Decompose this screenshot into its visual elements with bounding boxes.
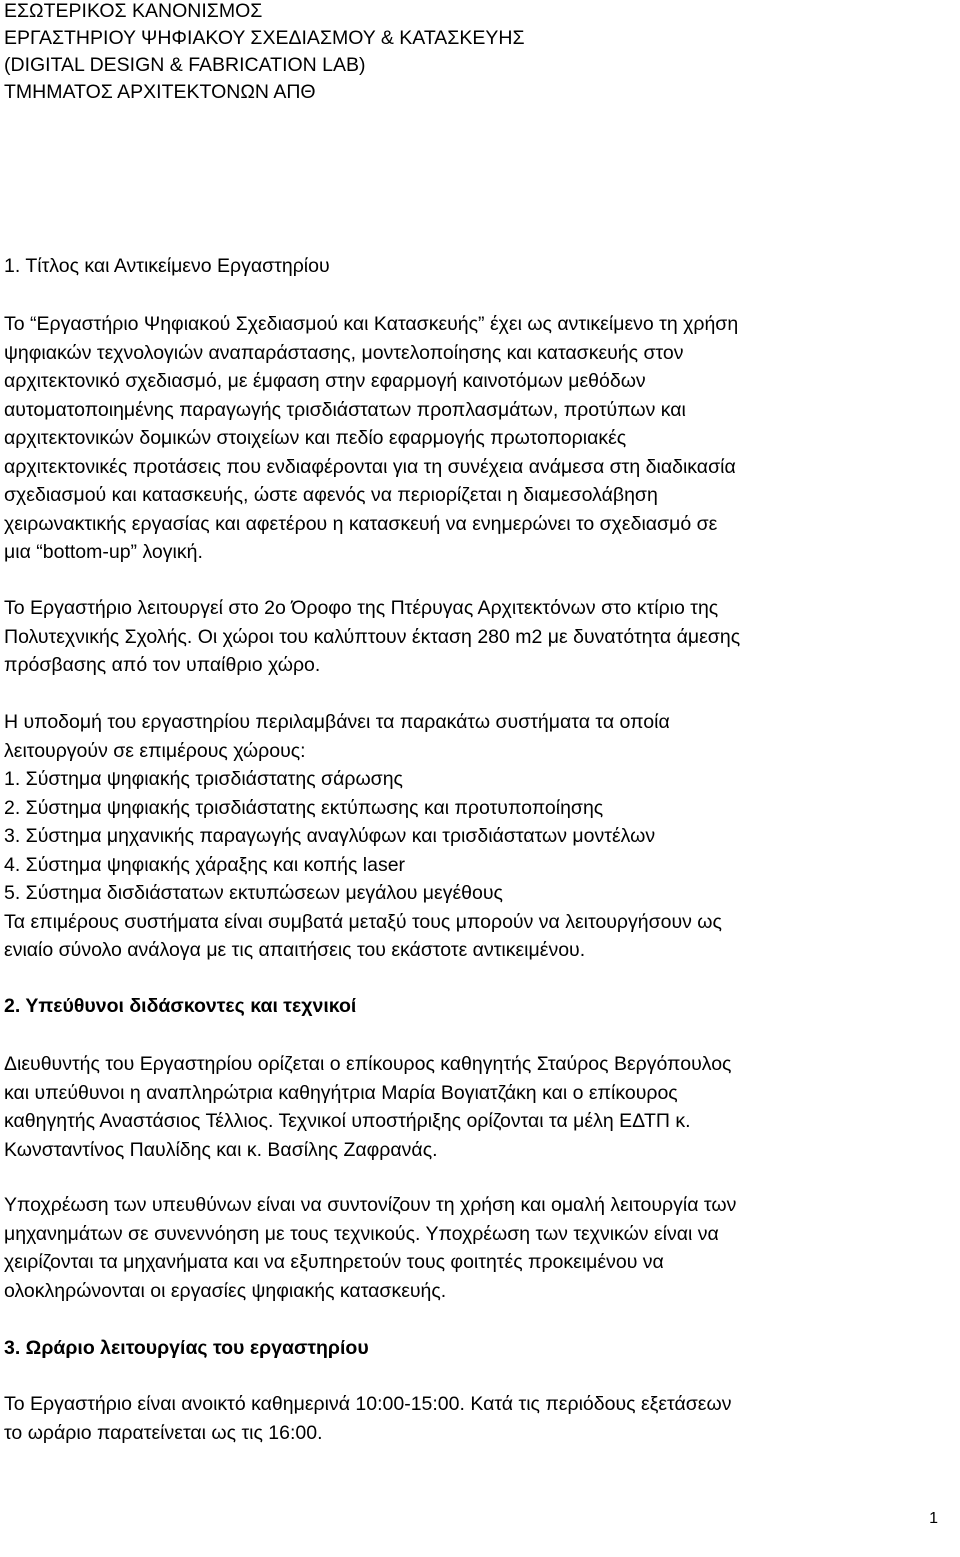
text-line: αρχιτεκτονικό σχεδιασμό, με έμφαση στην εφαρμογή καινοτόμων μεθόδων xyxy=(4,370,646,392)
text-line: Η υποδομή του εργαστηρίου περιλαμβάνει τα παρακάτω συστήματα τα οποία xyxy=(4,711,670,733)
text-line: αυτοματοποιημένης παραγωγής τρισδιάστατων προπλασμάτων, προτύπων και xyxy=(4,398,686,421)
section-1-title: 1. Τίτλος και Αντικείμενο Εργαστηρίου xyxy=(4,255,330,277)
text-line: Το Εργαστήριο λειτουργεί στο 2ο Όροφο της Πτέρυγας Αρχιτεκτόνων στο κτίριο της xyxy=(4,597,719,619)
text-line: το ωράριο παρατείνεται ως τις 16:00. xyxy=(4,1421,323,1444)
header-line: ΕΡΓΑΣΤΗΡΙΟΥ ΨΗΦΙΑΚΟΥ ΣΧΕΔΙΑΣΜΟΥ & ΚΑΤΑΣΚΕΥΗΣ xyxy=(4,27,525,49)
section-1-paragraph-3 xyxy=(4,708,722,965)
text-line: Το Εργαστήριο είναι ανοικτό καθημερινά 10:00-15:00. Κατά τις περιόδους εξετάσεων xyxy=(4,1393,732,1415)
text-line: καθηγητής Αναστάσιος Τέλλιος. Τεχνικοί υποστήριξης ορίζονται τα μέλη ΕΔΤΠ κ. xyxy=(4,1110,691,1132)
text-line: Τα επιμέρους συστήματα είναι συμβατά μεταξύ τους μπορούν να λειτουργήσουν ως xyxy=(4,910,722,933)
page-number: 1 xyxy=(929,1510,938,1527)
header-line: (DIGITAL DESIGN & FABRICATION LAB) xyxy=(4,54,366,76)
section-1-paragraph-2 xyxy=(4,594,740,680)
document-header xyxy=(4,0,525,106)
list-item: 1. Σύστημα ψηφιακής τρισδιάστατης σάρωσης xyxy=(4,768,403,790)
header-line: ΤΜΗΜΑΤΟΣ ΑΡΧΙΤΕΚΤΟΝΩΝ ΑΠΘ xyxy=(4,81,316,103)
section-3-title: 3. Ωράριο λειτουργίας του εργαστηρίου xyxy=(4,1337,369,1359)
header-line: ΕΣΩΤΕΡΙΚΟΣ ΚΑΝΟΝΙΣΜΟΣ xyxy=(4,0,263,22)
text-line: Διευθυντής του Εργαστηρίου ορίζεται ο επίκουρος καθηγητής Σταύρος Βεργόπουλος xyxy=(4,1053,732,1075)
text-line: αρχιτεκτονικές προτάσεις που ενδιαφέρονται για τη συνέχεια ανάμεσα στη διαδικασία xyxy=(4,455,736,478)
text-line: χειρίζονται τα μηχανήματα και να εξυπηρετούν τους φοιτητές προκειμένου να xyxy=(4,1251,664,1273)
text-line: και υπεύθυνοι η αναπληρώτρια καθηγήτρια Μαρία Βογιατζάκη και ο επίκουρος xyxy=(4,1081,678,1104)
text-line: λειτουργούν σε επιμέρους χώρους: xyxy=(4,739,306,762)
section-3-paragraph-1 xyxy=(4,1390,731,1447)
text-line: ολοκληρώνονται οι εργασίες ψηφιακής κατασκευής. xyxy=(4,1279,447,1302)
text-line: αρχιτεκτονικών δομικών στοιχείων και πεδίο εφαρμογής πρωτοποριακές xyxy=(4,427,627,449)
text-line: μηχανημάτων σε συνεννόηση με τους τεχνικούς. Υποχρέωση των τεχνικών είναι να xyxy=(4,1222,719,1245)
text-line: μια “bottom-up” λογική. xyxy=(4,541,203,563)
list-item: 2. Σύστημα ψηφιακής τρισδιάστατης εκτύπωσης και προτυποποίησης xyxy=(4,796,604,819)
list-item: 4. Σύστημα ψηφιακής χάραξης και κοπής laser xyxy=(4,853,406,876)
text-line: Κωνσταντίνος Παυλίδης και κ. Βασίλης Ζαφρανάς. xyxy=(4,1138,438,1161)
text-line: ψηφιακών τεχνολογιών αναπαράστασης, μοντελοποίησης και κατασκευής στον xyxy=(4,341,684,364)
section-2-paragraph-2 xyxy=(4,1191,736,1305)
section-1-paragraph-1 xyxy=(4,310,738,567)
text-line: Υποχρέωση των υπευθύνων είναι να συντονίζουν τη χρήση και ομαλή λειτουργία των xyxy=(4,1194,737,1216)
text-line: πρόσβασης από τον υπαίθριο χώρο. xyxy=(4,654,321,676)
text-line: σχεδιασμού και κατασκευής, ώστε αφενός να περιορίζεται η διαμεσολάβηση xyxy=(4,484,658,506)
section-2-paragraph-1 xyxy=(4,1050,731,1164)
list-item: 5. Σύστημα δισδιάστατων εκτυπώσεων μεγάλου μεγέθους xyxy=(4,882,503,904)
section-2-title: 2. Υπεύθυνοι διδάσκοντες και τεχνικοί xyxy=(4,995,357,1017)
text-line: χειρωνακτικής εργασίας και αφετέρου η κατασκευή να ενημερώνει το σχεδιασμό σε xyxy=(4,512,718,535)
text-line: ενιαίο σύνολο ανάλογα με τις απαιτήσεις του εκάστοτε αντικειμένου. xyxy=(4,939,586,961)
text-line: Πολυτεχνικής Σχολής. Οι χώροι του καλύπτουν έκταση 280 m2 με δυνατότητα άμεσης xyxy=(4,625,741,648)
list-item: 3. Σύστημα μηχανικής παραγωγής αναγλύφων και τρισδιάστατων μοντέλων xyxy=(4,825,656,847)
text-line: Το “Εργαστήριο Ψηφιακού Σχεδιασμού και Κατασκευής” έχει ως αντικείμενο τη χρήση xyxy=(4,313,739,335)
